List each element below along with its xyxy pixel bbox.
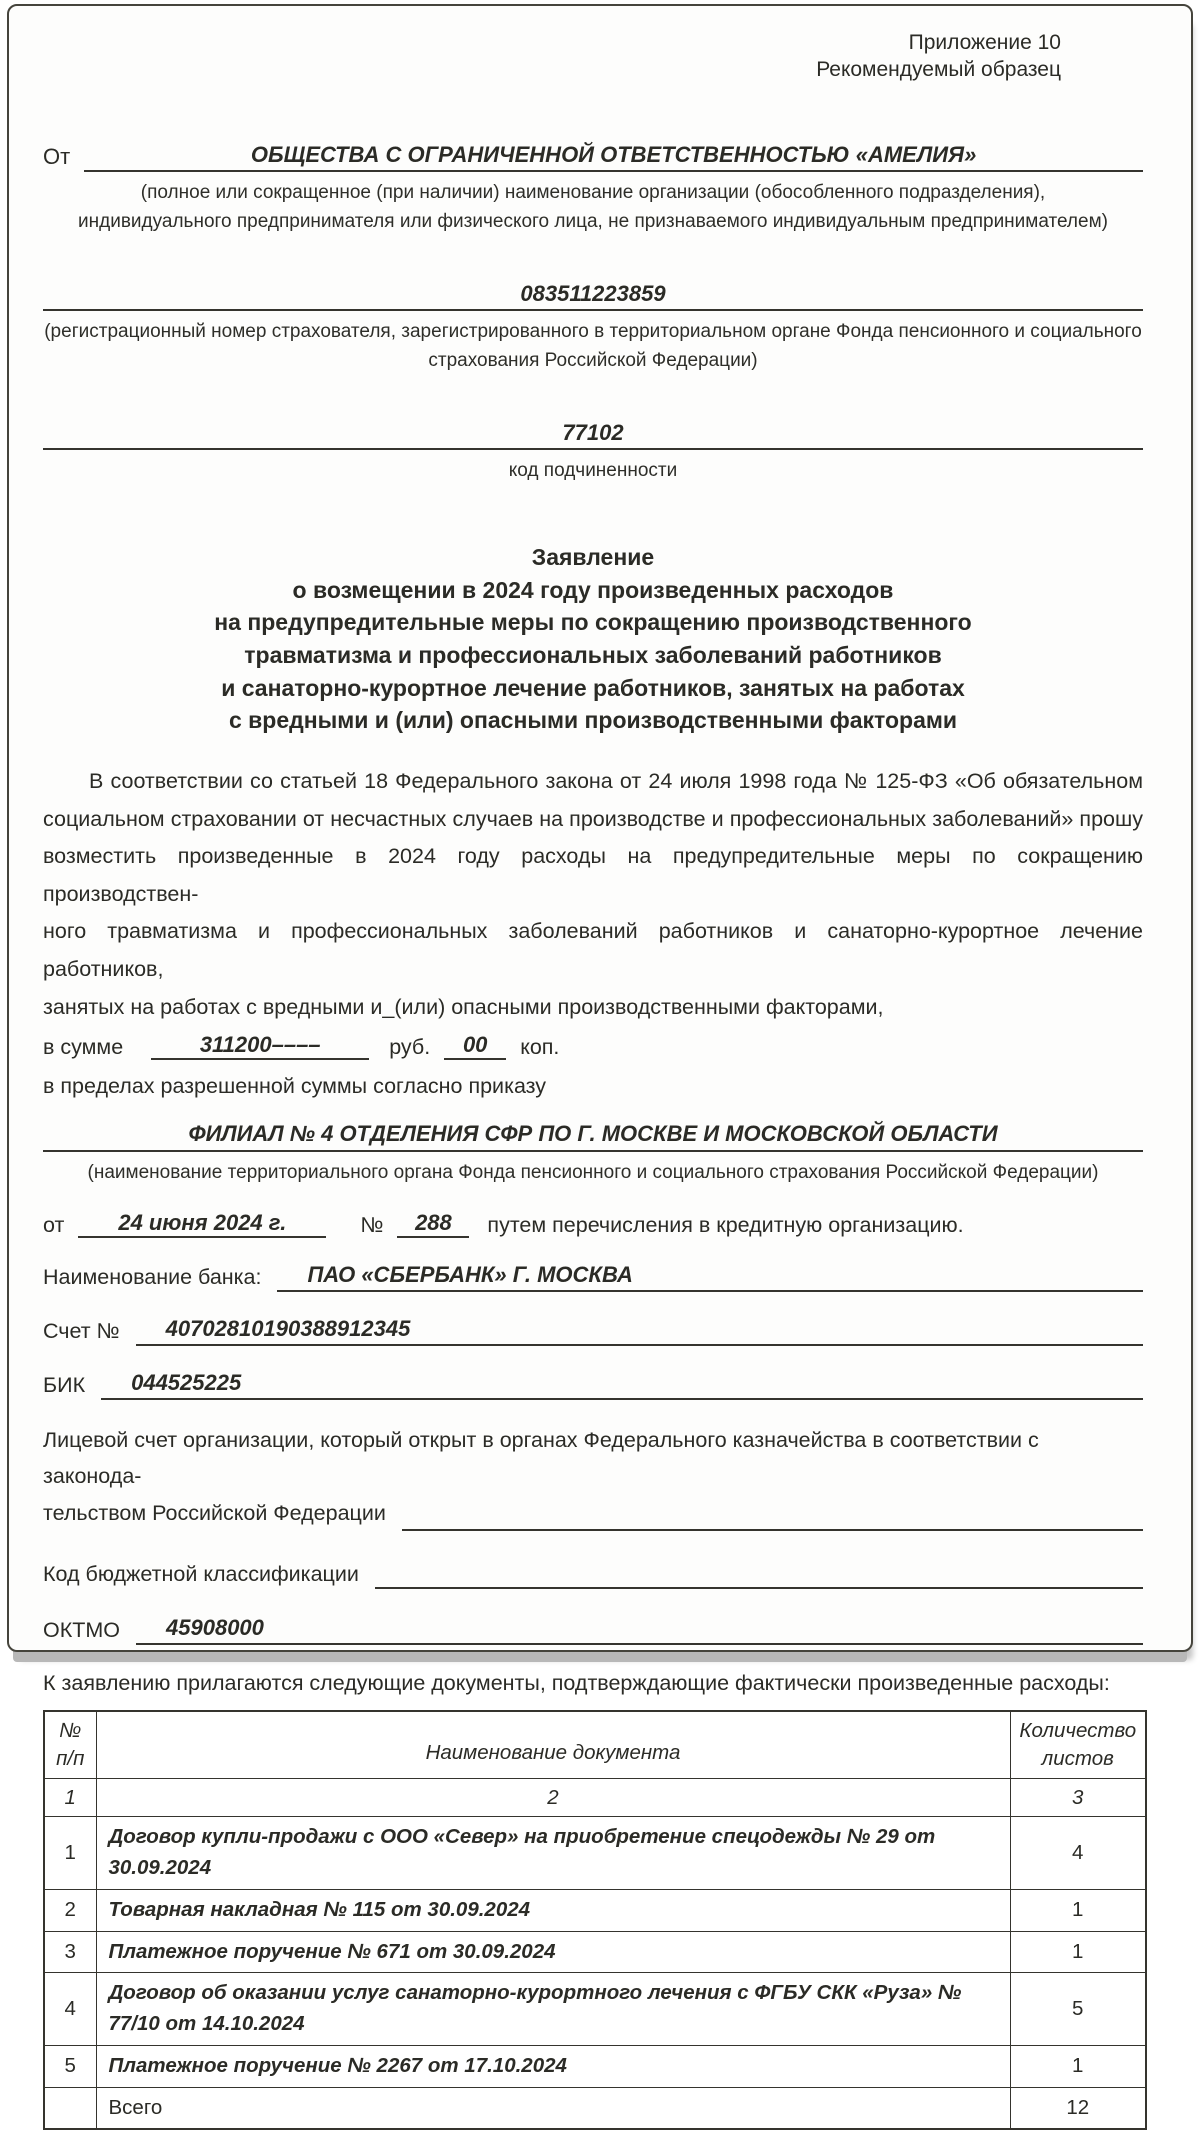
- table-total-row: Всего 12: [44, 2087, 1146, 2129]
- personal-account-field: [402, 1501, 1143, 1531]
- kbk-field: [375, 1559, 1143, 1589]
- sum-row: [43, 1032, 1143, 1060]
- sum-label: в сумме: [43, 1035, 124, 1060]
- body-line-4: ного травматизма и профессиональных заболеваний работников и санаторно-курортное лечение работников,: [43, 919, 1143, 981]
- account-label: Счет №: [43, 1318, 120, 1343]
- order-number-label: №: [360, 1212, 384, 1237]
- numbering-col2: 2: [96, 1778, 1010, 1817]
- account-number-field: 40702810190388912345: [136, 1316, 1143, 1346]
- table-row: 3 Платежное поручение № 671 от 30.09.2024 1: [44, 1931, 1146, 1973]
- order-row: [43, 1210, 1143, 1238]
- header-qty: Количество листов: [1010, 1711, 1146, 1778]
- branch-caption: (наименование территориального органа Фонда пенсионного и социального страхования Российской Федерации): [87, 1162, 1099, 1184]
- bik-field: 044525225: [101, 1370, 1143, 1400]
- registration-caption-2: страхования Российской Федерации): [428, 350, 758, 372]
- numbering-col1: 1: [44, 1778, 96, 1817]
- title-line-6: с вредными и (или) опасными производственными факторами: [228, 707, 958, 734]
- table-row: 4 Договор об оказании услуг санаторно-курортного лечения с ФГБУ СКК «Руза» № 77/10 от 14.10.2024 5: [44, 1973, 1146, 2046]
- header-num: № п/п: [44, 1711, 96, 1778]
- kbk-row: [43, 1559, 1143, 1589]
- subordination-caption: код подчиненности: [508, 459, 678, 481]
- organization-name-field: ОБЩЕСТВА С ОГРАНИЧЕННОЙ ОТВЕТСТВЕННОСТЬЮ «АМЕЛИЯ»: [84, 142, 1143, 172]
- bank-label: Наименование банка:: [43, 1264, 262, 1289]
- title-line-1: Заявление: [531, 543, 655, 570]
- registration-caption-1: (регистрационный номер страхователя, зарегистрированного в территориальном органе Фонда пенсионного и социального: [44, 320, 1142, 342]
- sum-rub-field: 311200––––: [151, 1032, 369, 1060]
- organization-caption-1: (полное или сокращенное (при наличии) наименование организации (обособленного подразделения),: [140, 181, 1046, 203]
- registration-number-field: 083511223859: [43, 281, 1143, 311]
- oktmo-label: ОКТМО: [43, 1618, 121, 1643]
- title-line-5: и санаторно-курортное лечение работников, занятых на работах: [221, 674, 965, 701]
- from-label: От: [43, 143, 71, 169]
- oktmo-row: [43, 1615, 1143, 1645]
- from-row: [43, 142, 1143, 172]
- organization-caption-2: индивидуального предпринимателя или физического лица, не признаваемого индивидуальным предпринимателем): [78, 211, 1108, 233]
- numbering-col3: 3: [1010, 1778, 1146, 1817]
- order-date-field: 24 июня 2024 г.: [78, 1210, 326, 1238]
- body-line-2: социальном страховании от несчастных случаев на производстве и профессиональных заболеваний» прошу: [43, 806, 1143, 831]
- appendix-line1: Приложение 10: [908, 31, 1061, 54]
- registration-number-block: [43, 281, 1143, 376]
- rub-label: руб.: [389, 1035, 431, 1060]
- attachments-intro: К заявлению прилагаются следующие документы, подтверждающие фактически произведенные расходы:: [43, 1671, 1110, 1696]
- personal-account-text-2: тельством Российской Федерации: [43, 1500, 386, 1525]
- subordination-code-field: 77102: [43, 420, 1143, 450]
- kop-label: коп.: [520, 1035, 560, 1060]
- table-row: 1 Договор купли-продажи с ООО «Север» на приобретение спецодежды № 29 от 30.09.2024 4: [44, 1817, 1146, 1890]
- bank-row: [43, 1262, 1143, 1292]
- body-line-3: возместить произведенные в 2024 году расходы на предупредительные меры по сокращению производствен-: [43, 844, 1143, 906]
- table-header-row: [44, 1711, 1146, 1778]
- sum-kop-field: 00: [444, 1032, 506, 1060]
- table-row: 5 Платежное поручение № 2267 от 17.10.2024 1: [44, 2045, 1146, 2087]
- body-line-5: занятых на работах с вредными и_(или) опасными производственными факторами,: [43, 994, 884, 1019]
- header-doc-name: Наименование документа: [96, 1711, 1010, 1778]
- appendix-note: [43, 30, 1143, 84]
- body-line-1: В соответствии со статьей 18 Федерального закона от 24 июля 1998 года № 125-ФЗ «Об обязательном: [89, 768, 1143, 793]
- order-number-field: 288: [397, 1210, 469, 1238]
- personal-account-text-1: Лицевой счет организации, который открыт в органах Федерального казначейства в соответствии с законода-: [43, 1427, 1039, 1489]
- title-line-3: на предупредительные меры по сокращению производственного: [214, 609, 972, 636]
- subordination-code-block: [43, 420, 1143, 485]
- title-line-4: травматизма и профессиональных заболеваний работников: [244, 641, 942, 668]
- bank-name-field: ПАО «СБЕРБАНК» Г. МОСКВА: [277, 1262, 1143, 1292]
- title-line-2: о возмещении в 2024 году произведенных расходов: [292, 576, 894, 603]
- order-rest-text: путем перечисления в кредитную организацию.: [487, 1212, 964, 1237]
- document-page: [7, 4, 1193, 2119]
- personal-account-block: [43, 1422, 1143, 1532]
- limit-line: в пределах разрешенной суммы согласно приказу: [43, 1074, 547, 1099]
- document-title: [43, 541, 1143, 737]
- branch-name-field: ФИЛИАЛ № 4 ОТДЕЛЕНИЯ СФР ПО Г. МОСКВЕ И МОСКОВСКОЙ ОБЛАСТИ: [43, 1121, 1143, 1152]
- order-from-label: от: [43, 1212, 65, 1237]
- table-numbering-row: [44, 1778, 1146, 1817]
- table-row: 2 Товарная накладная № 115 от 30.09.2024 1: [44, 1889, 1146, 1931]
- bik-label: БИК: [43, 1372, 86, 1397]
- branch-block: [43, 1121, 1143, 1187]
- body-paragraph: [43, 763, 1143, 1026]
- account-row: [43, 1316, 1143, 1346]
- oktmo-field: 45908000: [136, 1615, 1143, 1645]
- appendix-line2: Рекомендуемый образец: [816, 57, 1061, 81]
- bik-row: [43, 1370, 1143, 1400]
- attachments-table: [43, 1710, 1147, 2130]
- kbk-label: Код бюджетной классификации: [43, 1562, 359, 1587]
